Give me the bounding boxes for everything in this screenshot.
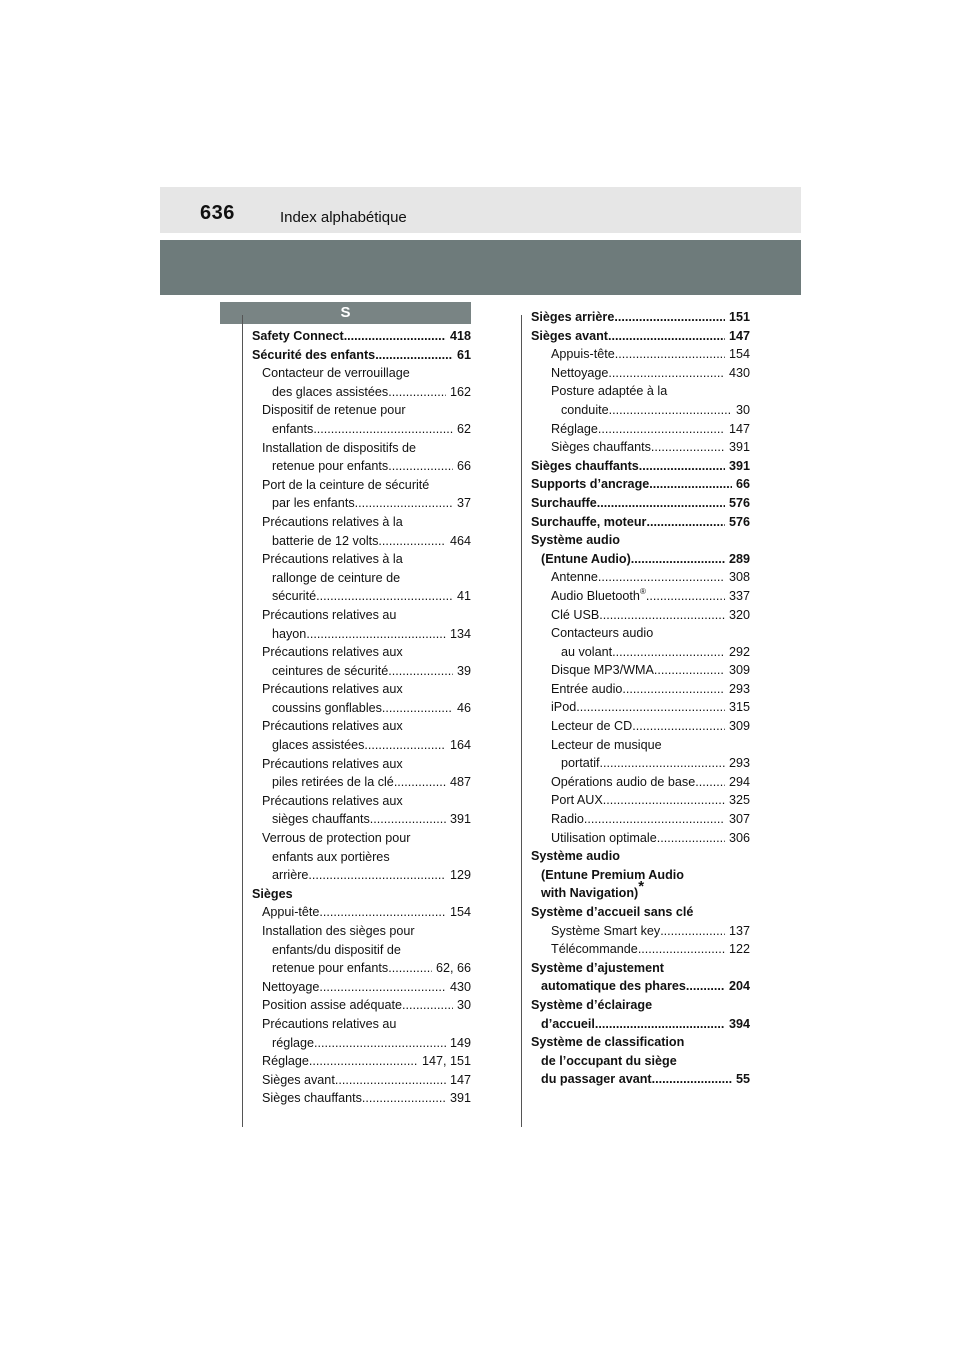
registered-mark: ® (639, 586, 646, 596)
index-entry-page: 129 (446, 868, 471, 883)
index-entry-term: Réglage (551, 421, 598, 436)
index-entry-page: 464 (446, 533, 471, 548)
index-entry (531, 791, 750, 810)
dot-leader (319, 903, 446, 922)
index-entry-term: conduite (561, 402, 609, 417)
dot-leader (344, 327, 447, 346)
index-entry (252, 532, 471, 551)
dot-leader (603, 791, 726, 810)
index-entry-page: 391 (446, 812, 471, 827)
index-entry-term: Safety Connect (252, 329, 344, 343)
dot-leader (335, 1071, 447, 1090)
index-entry-page: 37 (453, 496, 471, 511)
index-entry (252, 829, 471, 848)
index-entry-page: 430 (725, 365, 750, 380)
index-entry-term: Port AUX (551, 793, 603, 808)
section-title: Index alphabétique (280, 209, 407, 226)
index-entry (531, 364, 750, 383)
index-entry-term: Utilisation optimale (551, 830, 657, 845)
index-entry-page: 151 (725, 310, 750, 324)
index-entry-term: Système audio (531, 533, 620, 548)
index-entry (531, 308, 750, 327)
index-entry-term: Précautions relatives aux (262, 682, 403, 697)
index-entry (252, 755, 471, 774)
index-entry-term: Précautions relatives au (262, 1016, 397, 1031)
index-entry-page: 394 (725, 1016, 750, 1031)
dot-leader (612, 643, 725, 662)
index-entry-term: Appui-tête (262, 905, 320, 920)
dot-leader (639, 457, 726, 476)
index-entry-page: 46 (453, 700, 471, 715)
index-entry-page: 61 (453, 347, 471, 362)
index-entry (531, 457, 750, 476)
index-entry-term: Disque MP3/WMA (551, 663, 654, 678)
index-entry (252, 643, 471, 662)
index-entry (531, 643, 750, 662)
dot-leader (632, 717, 725, 736)
index-entry (531, 698, 750, 717)
index-entry-term: Contacteur de verrouillage (262, 366, 410, 381)
index-entry (252, 1089, 471, 1108)
dot-leader (652, 1070, 733, 1089)
index-entry (531, 829, 750, 848)
index-entry (252, 625, 471, 644)
index-entry (531, 1015, 750, 1034)
index-entry-term: retenue pour enfants (272, 459, 389, 474)
header-bar (160, 187, 801, 233)
index-entry (531, 977, 750, 996)
index-entry-page: 576 (725, 514, 750, 529)
index-entry (252, 550, 471, 569)
index-entry (252, 866, 471, 885)
index-entry (531, 531, 750, 550)
index-entry (531, 382, 750, 401)
index-entry (252, 810, 471, 829)
index-entry-term: Supports d’ancrage (531, 477, 650, 492)
index-entry-term: Système d’éclairage (531, 997, 653, 1012)
index-entry (531, 420, 750, 439)
index-entry-term: Sécurité des enfants (252, 347, 376, 362)
index-entry (531, 1052, 750, 1071)
index-entry-page: 39 (453, 663, 471, 678)
index-entry (531, 438, 750, 457)
index-entry-page: 162 (446, 384, 471, 399)
index-entry-term: d’accueil (541, 1016, 595, 1031)
index-entry (252, 476, 471, 495)
index-entry (252, 1034, 471, 1053)
dot-leader (319, 978, 446, 997)
dot-leader (306, 625, 446, 644)
index-entry (531, 661, 750, 680)
index-entry (252, 773, 471, 792)
dot-leader (309, 1052, 419, 1071)
index-entry-page: 289 (725, 551, 750, 566)
index-entry (252, 401, 471, 420)
index-entry-page: 306 (725, 830, 750, 845)
index-entry-term: Sièges chauffants (551, 440, 651, 455)
index-entry (531, 878, 750, 903)
index-entry (531, 922, 750, 941)
dot-leader (355, 494, 454, 513)
index-entry-term: piles retirées de la clé (272, 775, 394, 790)
dot-leader (597, 494, 726, 513)
index-entry-term: iPod (551, 700, 577, 715)
index-entry (252, 662, 471, 681)
index-entry (252, 792, 471, 811)
dot-leader (314, 1034, 446, 1053)
index-entry-term: Sièges avant (262, 1072, 335, 1087)
index-entry-term: Précautions relatives au (262, 607, 397, 622)
index-entry-term: sièges chauffants (272, 812, 370, 827)
dot-leader (576, 698, 725, 717)
dot-leader (646, 587, 726, 606)
index-entry-page: 147 (725, 328, 750, 343)
dot-leader (584, 810, 726, 829)
dot-leader (622, 680, 725, 699)
dot-leader (595, 1015, 726, 1034)
index-entry-page: 315 (725, 700, 750, 715)
index-entry-term: arrière (272, 868, 309, 883)
index-entry-term: Installation de dispositifs de (262, 440, 417, 455)
index-entry-page: 149 (446, 1035, 471, 1050)
index-entry-term: Sièges (252, 886, 293, 901)
page-number: 636 (200, 202, 235, 224)
index-entry-term: ceintures de sécurité (272, 663, 389, 678)
index-entry (531, 773, 750, 792)
index-entry (252, 885, 471, 904)
index-entry-page: 309 (725, 663, 750, 678)
index-entry-page: 137 (725, 923, 750, 938)
dot-leader (649, 475, 732, 494)
index-entry-term: Appuis-tête (551, 347, 615, 362)
index-entry (252, 699, 471, 718)
index-entry (531, 327, 750, 346)
index-entry-page: 320 (725, 607, 750, 622)
index-entry-term: Entrée audio (551, 681, 623, 696)
index-entry-term: Sièges avant (531, 328, 609, 343)
index-entry-term: rallonge de ceinture de (272, 570, 401, 585)
dot-leader (608, 364, 725, 383)
dot-leader (402, 996, 453, 1015)
index-entry-page: 134 (446, 626, 471, 641)
index-entry-term: Sièges chauffants (531, 458, 639, 473)
dot-leader (614, 308, 725, 327)
index-entry (531, 940, 750, 959)
dot-leader (638, 940, 726, 959)
header-band (160, 240, 801, 295)
dot-leader (362, 1089, 447, 1108)
index-entry (252, 903, 471, 922)
dot-leader (686, 977, 726, 996)
dot-leader (364, 736, 446, 755)
dot-leader (375, 346, 453, 365)
index-entry (531, 475, 750, 494)
index-entry (531, 903, 750, 922)
dot-leader (600, 754, 726, 773)
dot-leader (388, 959, 432, 978)
index-entry-term: Opérations audio de base (551, 774, 696, 789)
index-entry-page: 293 (725, 681, 750, 696)
center-divider (521, 315, 522, 1127)
index-entry (531, 587, 750, 606)
index-entry (531, 680, 750, 699)
index-entry-page: 391 (725, 440, 750, 455)
index-entry-page: 154 (725, 347, 750, 362)
index-entry-page: 418 (446, 329, 471, 343)
index-entry-term: Précautions relatives aux (262, 719, 403, 734)
index-entry (252, 1015, 471, 1034)
index-entry-term: Précautions relatives aux (262, 645, 403, 660)
index-entry-term: Système audio (531, 849, 620, 864)
index-entry-term: Radio (551, 812, 584, 827)
index-entry-term: (Entune Audio) (541, 551, 631, 566)
index-entry-page: 154 (446, 905, 471, 920)
index-entry (531, 568, 750, 587)
index-entry-term: Lecteur de musique (551, 737, 662, 752)
index-entry-term: Posture adaptée à la (551, 384, 668, 399)
index-entry-term: Précautions relatives aux (262, 793, 403, 808)
dot-leader (646, 513, 725, 532)
index-entry (531, 1033, 750, 1052)
dot-leader (695, 773, 725, 792)
index-entry (252, 959, 471, 978)
index-entry-term: portatif (561, 756, 600, 771)
index-entry-term: coussins gonflables (272, 700, 382, 715)
index-entry-page: 147 (725, 421, 750, 436)
index-entry-term: Nettoyage (551, 365, 609, 380)
index-entry (252, 457, 471, 476)
index-entry-term: Télécommande (551, 942, 638, 957)
index-entry-term: Position assise adéquate (262, 998, 403, 1013)
index-entry (252, 494, 471, 513)
index-entry-term: Surchauffe, moteur (531, 514, 647, 529)
index-entry-page: 391 (725, 458, 750, 473)
index-entry-page: 308 (725, 570, 750, 585)
index-entry-page: 30 (453, 998, 471, 1013)
index-entry-page: 66 (453, 459, 471, 474)
dot-leader (370, 810, 447, 829)
index-entry-term: Nettoyage (262, 979, 320, 994)
index-entry (252, 717, 471, 736)
index-entry-term: Système Smart key (551, 923, 661, 938)
dot-leader (388, 383, 446, 402)
index-entry (531, 606, 750, 625)
dot-leader (308, 866, 446, 885)
index-entry-term: Système d’ajustement (531, 960, 664, 975)
index-entry-page: 391 (446, 1091, 471, 1106)
index-entry-term: des glaces assistées (272, 384, 389, 399)
index-entry-term: Réglage (262, 1054, 309, 1069)
dot-leader (598, 420, 726, 439)
index-entry-term: Sièges chauffants (262, 1091, 362, 1106)
index-entry-page: 122 (725, 942, 750, 957)
index-entry-term: Précautions relatives à la (262, 552, 403, 567)
dot-leader (598, 568, 726, 587)
index-entry-term: Contacteurs audio (551, 626, 654, 641)
index-entry (252, 420, 471, 439)
index-entry-page: 204 (725, 979, 750, 994)
index-entry (531, 754, 750, 773)
index-entry (252, 922, 471, 941)
index-entry (531, 847, 750, 866)
index-entry (252, 1052, 471, 1071)
index-entry-term: enfants aux portières (272, 849, 390, 864)
index-entry (252, 439, 471, 458)
index-entry-page: 293 (725, 756, 750, 771)
index-entry-term: retenue pour enfants (272, 961, 389, 976)
index-entry-term: enfants (272, 421, 314, 436)
index-entry-term: au volant (561, 644, 613, 659)
dot-leader (631, 550, 726, 569)
dot-leader (388, 662, 453, 681)
index-entry-page: 41 (453, 589, 471, 604)
index-entry-page: 309 (725, 719, 750, 734)
index-entry-page: 430 (446, 979, 471, 994)
index-entry (531, 996, 750, 1015)
index-entry (252, 346, 471, 365)
index-entry (252, 383, 471, 402)
index-entry-page: 66 (732, 477, 750, 492)
index-entry (252, 364, 471, 383)
index-entry (531, 401, 750, 420)
index-entry-page: 337 (725, 588, 750, 603)
index-entry-term: Système de classification (531, 1035, 685, 1050)
dot-leader (654, 661, 726, 680)
index-column-left (252, 327, 471, 1108)
index-entry-term: hayon (272, 626, 307, 641)
index-entry-term: glaces assistées (272, 738, 365, 753)
index-entry (252, 1071, 471, 1090)
dot-leader (388, 457, 453, 476)
index-entry-term: enfants/du dispositif de (272, 942, 401, 957)
index-entry (252, 569, 471, 588)
index-entry (531, 345, 750, 364)
dot-leader (394, 773, 447, 792)
index-entry-term: Verrous de protection pour (262, 831, 411, 846)
index-entry-term: with Navigation)* (541, 878, 645, 901)
dot-leader (609, 401, 733, 420)
index-entry (252, 680, 471, 699)
index-entry (252, 996, 471, 1015)
index-entry-page: 164 (446, 738, 471, 753)
index-entry (531, 736, 750, 755)
index-letter: S (220, 302, 471, 324)
dot-leader (313, 420, 453, 439)
index-entry-term: (Entune Premium Audio (541, 867, 684, 882)
dot-leader (657, 829, 726, 848)
index-entry (252, 848, 471, 867)
index-entry-term: par les enfants (272, 496, 355, 511)
index-entry (531, 959, 750, 978)
index-entry-term: Précautions relatives aux (262, 756, 403, 771)
index-entry (252, 513, 471, 532)
index-entry-term: Audio Bluetooth® (551, 586, 646, 603)
index-entry-term: Surchauffe (531, 495, 597, 510)
index-entry-page: 147, 151 (418, 1054, 471, 1069)
index-entry-term: Installation des sièges pour (262, 924, 415, 938)
index-entry-term: sécurité (272, 589, 317, 604)
index-entry (531, 624, 750, 643)
index-entry-page: 62 (453, 421, 471, 436)
index-entry-page: 62, 66 (432, 961, 471, 976)
index-entry-term: de l’occupant du siège (541, 1053, 677, 1068)
dot-leader (599, 606, 725, 625)
index-entry (531, 1070, 750, 1089)
index-entry (531, 810, 750, 829)
index-entry (252, 941, 471, 960)
index-entry (252, 327, 471, 346)
index-entry-page: 576 (725, 495, 750, 510)
index-entry (531, 494, 750, 513)
index-entry-page: 325 (725, 793, 750, 808)
index-entry (252, 736, 471, 755)
index-entry-page: 307 (725, 812, 750, 827)
index-entry-page: 147 (446, 1072, 471, 1087)
index-entry (252, 606, 471, 625)
index-entry-term: du passager avant (541, 1072, 652, 1087)
index-entry-page: 30 (732, 402, 750, 417)
dot-leader (608, 327, 725, 346)
index-entry-term: Sièges arrière (531, 310, 615, 324)
footnote-asterisk: * (638, 878, 645, 896)
index-entry-term: réglage (272, 1035, 315, 1050)
dot-leader (382, 699, 454, 718)
index-entry-term: Port de la ceinture de sécurité (262, 477, 430, 492)
dot-leader (378, 532, 446, 551)
dot-leader (615, 345, 726, 364)
index-entry-term: batterie de 12 volts (272, 533, 379, 548)
index-entry-page: 55 (732, 1072, 750, 1087)
index-entry-term: Système d’accueil sans clé (531, 905, 694, 919)
index-entry-term: automatique des phares (541, 979, 686, 994)
index-entry-page: 292 (725, 644, 750, 659)
index-entry (531, 513, 750, 532)
index-entry-term: Dispositif de retenue pour (262, 403, 406, 418)
dot-leader (316, 587, 453, 606)
index-entry-term: Clé USB (551, 607, 600, 622)
index-entry (252, 978, 471, 997)
index-entry-page: 294 (725, 774, 750, 789)
index-entry (531, 717, 750, 736)
dot-leader (660, 922, 725, 941)
index-column-right (531, 308, 750, 1089)
dot-leader (651, 438, 726, 457)
index-entry-term: Antenne (551, 570, 598, 585)
index-entry-term: Précautions relatives à la (262, 514, 403, 529)
left-divider (242, 315, 243, 1127)
index-entry (531, 550, 750, 569)
index-entry (252, 587, 471, 606)
index-entry-term: Lecteur de CD (551, 719, 633, 734)
index-entry-page: 487 (446, 775, 471, 790)
